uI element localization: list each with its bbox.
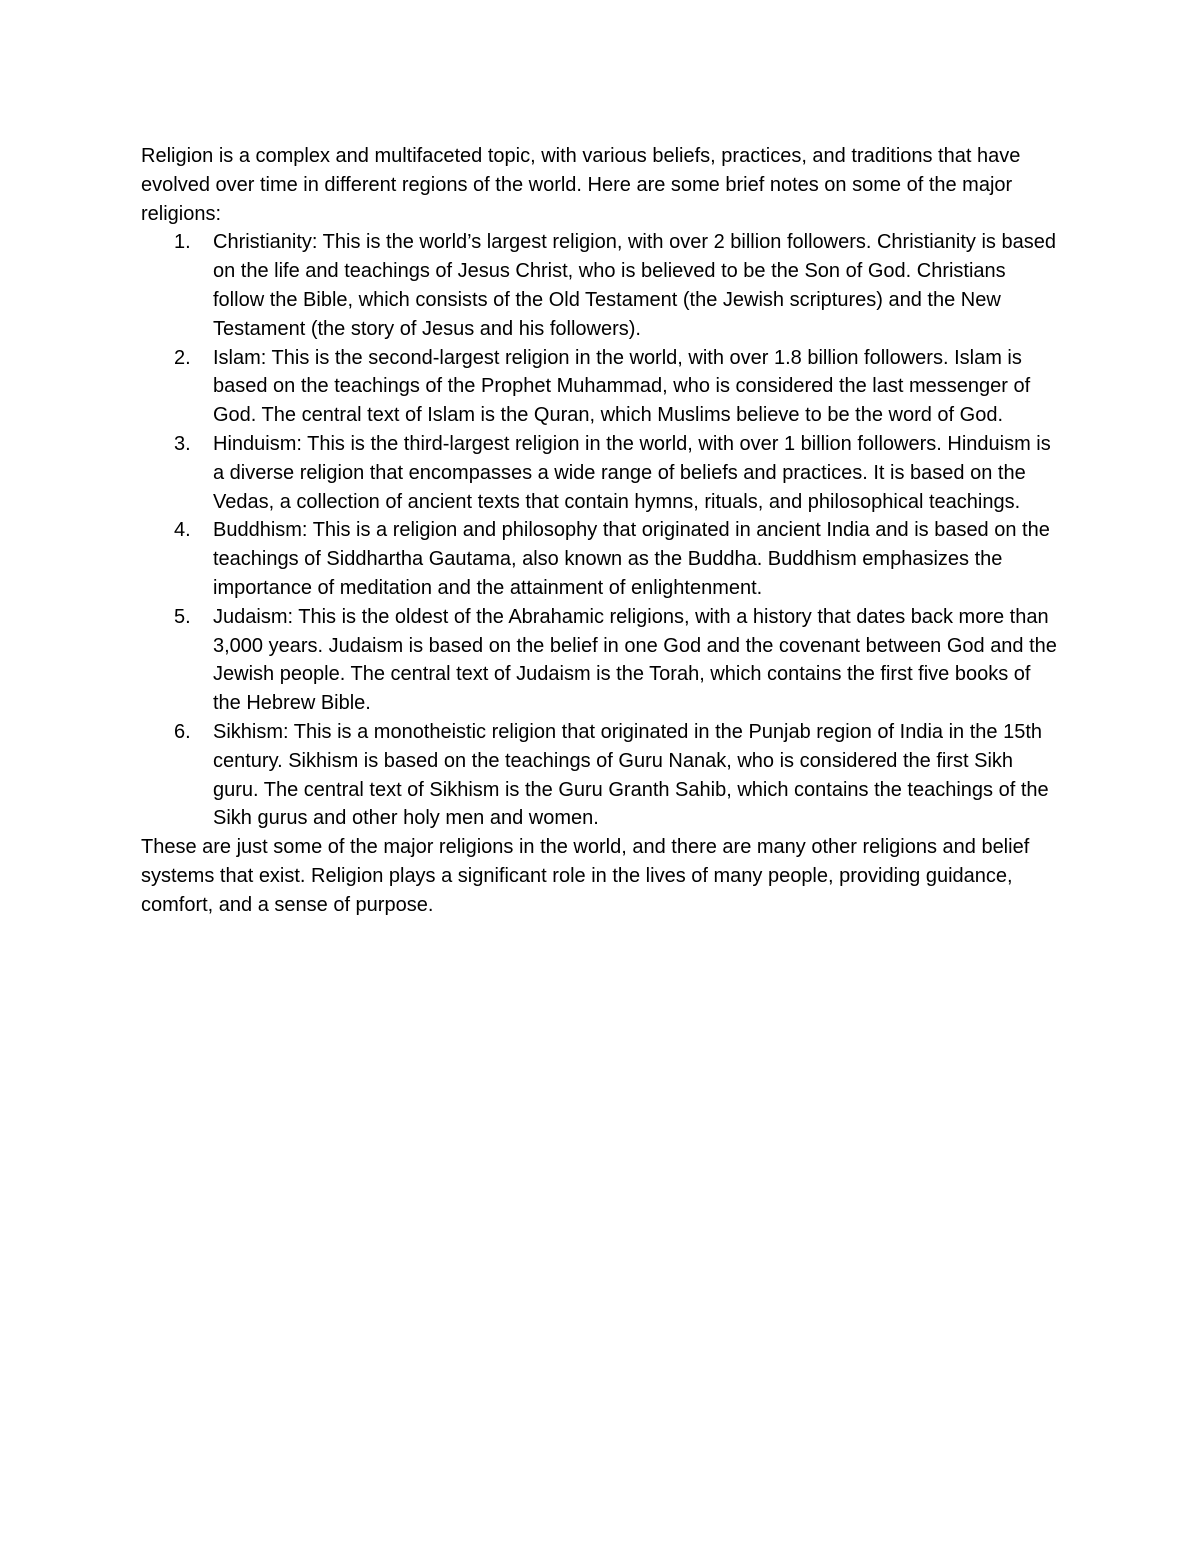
list-item-text: Judaism: This is the oldest of the Abrahamic religions, with a history that dates back more than 3,000 years. Judaism is based on the belief in one God and the covenant between God and the Jewish people. The central text of Judaism is the Torah, which contains the first five books of the Hebrew Bible. bbox=[213, 605, 1057, 715]
list-item-number: 3. bbox=[174, 432, 191, 455]
list-item-text: Buddhism: This is a religion and philosophy that originated in ancient India and is based on the teachings of Siddhartha Gautama, also known as the Buddha. Buddhism emphasizes the importance of meditation and the attainment of enlightenment. bbox=[213, 519, 1050, 599]
list-item-text: Christianity: This is the world’s largest religion, with over 2 billion followers. Christianity is based on the life and teachings of Jesus Christ, who is believed to be the Son of God. Christians follow the Bible, which consists of the Old Testament (the Jewish scriptures) and the New Testament (the story of Jesus and his followers). bbox=[213, 231, 1056, 340]
religion-list bbox=[141, 228, 1061, 833]
list-item bbox=[141, 516, 1061, 602]
list-item bbox=[141, 228, 1061, 343]
list-item bbox=[141, 344, 1061, 430]
list-item bbox=[141, 430, 1061, 516]
list-item-number: 1. bbox=[174, 231, 191, 254]
list-item-text: Sikhism: This is a monotheistic religion that originated in the Punjab region of India in the 15th century. Sikhism is based on the teachings of Guru Nanak, who is considered the first Sikh guru. The central text of Sikhism is the Guru Granth Sahib, which contains the teachings of the Sikh gurus and other holy men and women. bbox=[213, 720, 1049, 830]
list-item-number: 2. bbox=[174, 346, 191, 369]
list-item bbox=[141, 603, 1061, 718]
intro-paragraph: Religion is a complex and multifaceted topic, with various beliefs, practices, and traditions that have evolved over time in different regions of the world. Here are some brief notes on some of the major religions: bbox=[141, 145, 1021, 225]
list-item bbox=[141, 718, 1061, 833]
list-item-number: 4. bbox=[174, 519, 191, 542]
document-body bbox=[141, 142, 1061, 920]
list-item-number: 5. bbox=[174, 605, 191, 628]
list-item-text: Hinduism: This is the third-largest religion in the world, with over 1 billion followers. Hinduism is a diverse religion that encompasses a wide range of beliefs and practices. It is based on the Vedas, a collection of ancient texts that contain hymns, rituals, and philosophical teachings. bbox=[213, 432, 1051, 513]
list-item-number: 6. bbox=[174, 720, 191, 743]
list-item-text: Islam: This is the second-largest religion in the world, with over 1.8 billion followers. Islam is based on the teachings of the Prophet Muhammad, who is considered the last messenger of God. The central text of Islam is the Quran, which Muslims believe to be the word of God. bbox=[213, 346, 1031, 427]
conclusion-paragraph: These are just some of the major religions in the world, and there are many other religions and belief systems that exist. Religion plays a significant role in the lives of many people, providing guidance, comfort, and a sense of purpose. bbox=[141, 836, 1030, 916]
